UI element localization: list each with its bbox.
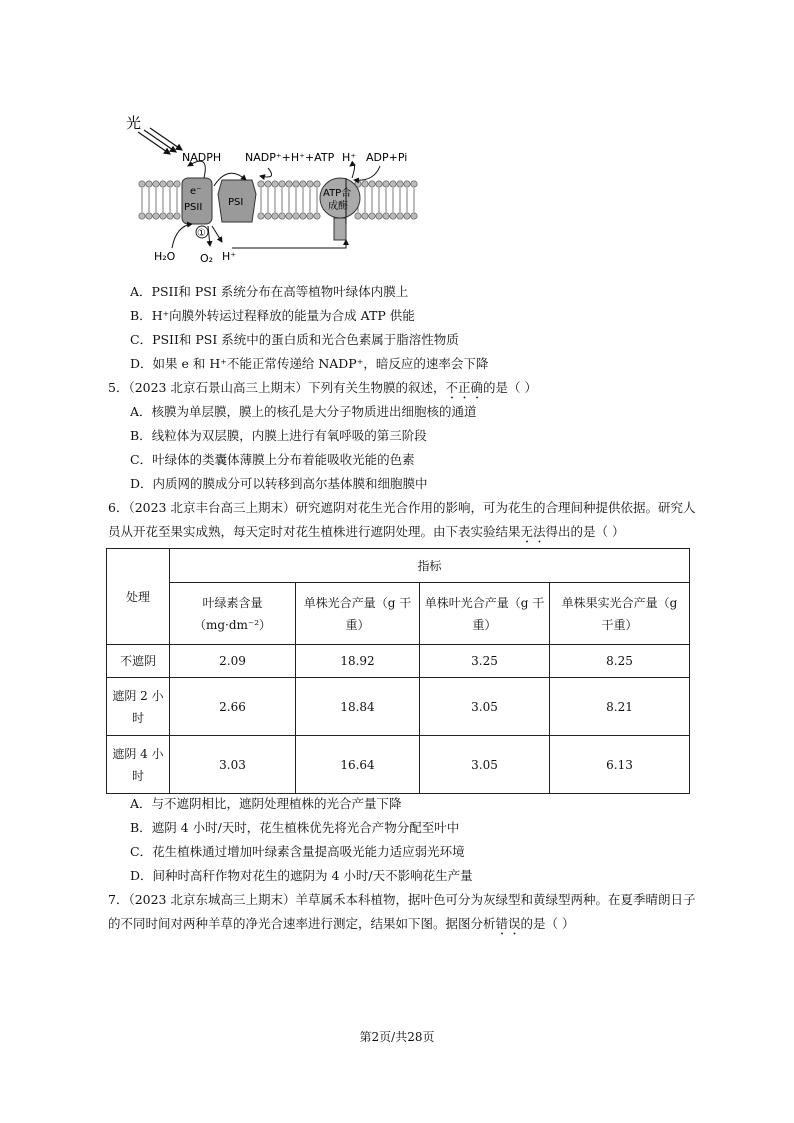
- table-cell: 3.05: [420, 736, 550, 794]
- h-plus-bottom-label: H⁺: [222, 250, 237, 263]
- row-treatment: 不遮阴: [107, 645, 170, 678]
- column-header: 单株果实光合产量（g 干重）: [550, 583, 690, 645]
- q5-option-a[interactable]: A．核膜为单层膜，膜上的核孔是大分子物质进出细胞核的通道: [130, 404, 477, 419]
- row-treatment: 遮阴 2 小 时: [107, 678, 170, 736]
- q5-stem: 5．（2023 北京石景山高三上期末）下列有关生物膜的叙述，不正确的是（ ）: [108, 380, 537, 395]
- table-cell: 2.66: [170, 678, 296, 736]
- table-cell: 3.03: [170, 736, 296, 794]
- nadp-group-label: NADP⁺+H⁺+ATP: [245, 151, 335, 164]
- light-arrow: [150, 128, 182, 150]
- nadp-arrow: [260, 168, 272, 177]
- table-cell: 2.09: [170, 645, 296, 678]
- e-minus-label: e⁻: [190, 186, 202, 197]
- table-cell: 16.64: [296, 736, 420, 794]
- o2-arrow: [208, 226, 210, 246]
- proton-flow-line: [232, 240, 346, 248]
- thylakoid-diagram: [118, 108, 438, 268]
- h-plus-top-label: H⁺: [342, 151, 357, 164]
- q5-option-b[interactable]: B．线粒体为双层膜，内膜上进行有氧呼吸的第三阶段: [130, 428, 427, 443]
- water-arrow: [172, 224, 192, 248]
- psi-label: PSI: [228, 197, 244, 208]
- q6-option-d[interactable]: D．间种时高秆作物对花生的遮阴为 4 小时/天不影响花生产量: [130, 868, 473, 883]
- nadph-label: NADPH: [182, 151, 222, 164]
- atp-synthase-stalk: [334, 218, 346, 240]
- h-bottom-arrow: [212, 226, 222, 242]
- adp-arrow: [354, 166, 380, 180]
- q4-option-c[interactable]: C．PSII和 PSI 系统中的蛋白质和光合色素属于脂溶性物质: [130, 332, 459, 347]
- atp-synthase-label-1: ATP合: [323, 188, 352, 199]
- q7-stem-line1: 7．（2023 北京东城高三上期末）羊草属禾本科植物，据叶色可分为灰绿型和黄绿型两种。在夏季晴朗日子: [108, 892, 696, 907]
- table-cell: 3.05: [420, 678, 550, 736]
- psii-complex: [182, 178, 212, 224]
- table-cell: 18.92: [296, 645, 420, 678]
- o2-label: O₂: [200, 252, 214, 265]
- column-header: 叶绿素含量 （mg·dm⁻²）: [170, 583, 296, 645]
- table-row: [107, 736, 690, 794]
- q6-option-c[interactable]: C．花生植株通过增加叶绿素含量提高吸光能力适应弱光环境: [130, 844, 465, 859]
- table-cell: 3.25: [420, 645, 550, 678]
- q6-option-a[interactable]: A．与不遮阴相比，遮阴处理植株的光合产量下降: [130, 796, 402, 811]
- q4-option-a[interactable]: A．PSII和 PSI 系统分布在高等植物叶绿体内膜上: [130, 284, 409, 299]
- light-label: 光: [126, 114, 142, 132]
- q4-option-d[interactable]: D．如果 e 和 H⁺不能正常传递给 NADP⁺，暗反应的速率会下降: [130, 356, 489, 371]
- lipid-bilayer: [139, 181, 417, 219]
- adp-pi-label: ADP+Pi: [366, 151, 408, 164]
- psii-label: PSII: [184, 202, 203, 213]
- table-cell: 6.13: [550, 736, 690, 794]
- header-index: 指标: [170, 549, 690, 583]
- table-row: [107, 645, 690, 678]
- h2o-label: H₂O: [154, 250, 176, 263]
- q5-option-d[interactable]: D．内质网的膜成分可以转移到高尔基体膜和细胞膜中: [130, 476, 428, 491]
- table-cell: 8.21: [550, 678, 690, 736]
- light-arrow: [144, 130, 176, 152]
- column-header: 单株叶光合产量（g 干 重）: [420, 583, 550, 645]
- h-top-arrow: [350, 165, 355, 179]
- q6-stem-line1: 6．（2023 北京丰台高三上期末）研究遮阴对花生光合作用的影响，可为花生的合理间种提供依据。研究人: [108, 500, 696, 515]
- q4-option-b[interactable]: B．H⁺向膜外转运过程释放的能量为合成 ATP 供能: [130, 308, 415, 323]
- thylakoid-svg: [118, 108, 438, 268]
- header-treatment: 处理: [107, 549, 170, 645]
- step-one-label: ①: [197, 228, 206, 239]
- page-footer: 第2页/共28页: [359, 1030, 435, 1044]
- q6-option-b[interactable]: B．遮阴 4 小时/天时，花生植株优先将光合产物分配至叶中: [130, 820, 460, 835]
- column-header: 单株光合产量（g 干 重）: [296, 583, 420, 645]
- table-row: [107, 678, 690, 736]
- q6-data-table: [106, 548, 690, 794]
- atp-synthase-label-2: 成酶: [328, 201, 348, 212]
- table-cell: 18.84: [296, 678, 420, 736]
- q7-stem-line2: 的不同时间对两种羊草的净光合速率进行测定，结果如下图。据图分析错误的是（ ）: [108, 916, 575, 931]
- table-cell: 8.25: [550, 645, 690, 678]
- q6-stem-line2: 员从开花至果实成熟，每天定时对花生植株进行遮阴处理。由下表实验结果无法得出的是（ ）: [108, 524, 625, 539]
- row-treatment: 遮阴 4 小 时: [107, 736, 170, 794]
- light-arrow: [138, 132, 170, 154]
- q5-option-c[interactable]: C．叶绿体的类囊体薄膜上分布着能吸收光能的色素: [130, 452, 415, 467]
